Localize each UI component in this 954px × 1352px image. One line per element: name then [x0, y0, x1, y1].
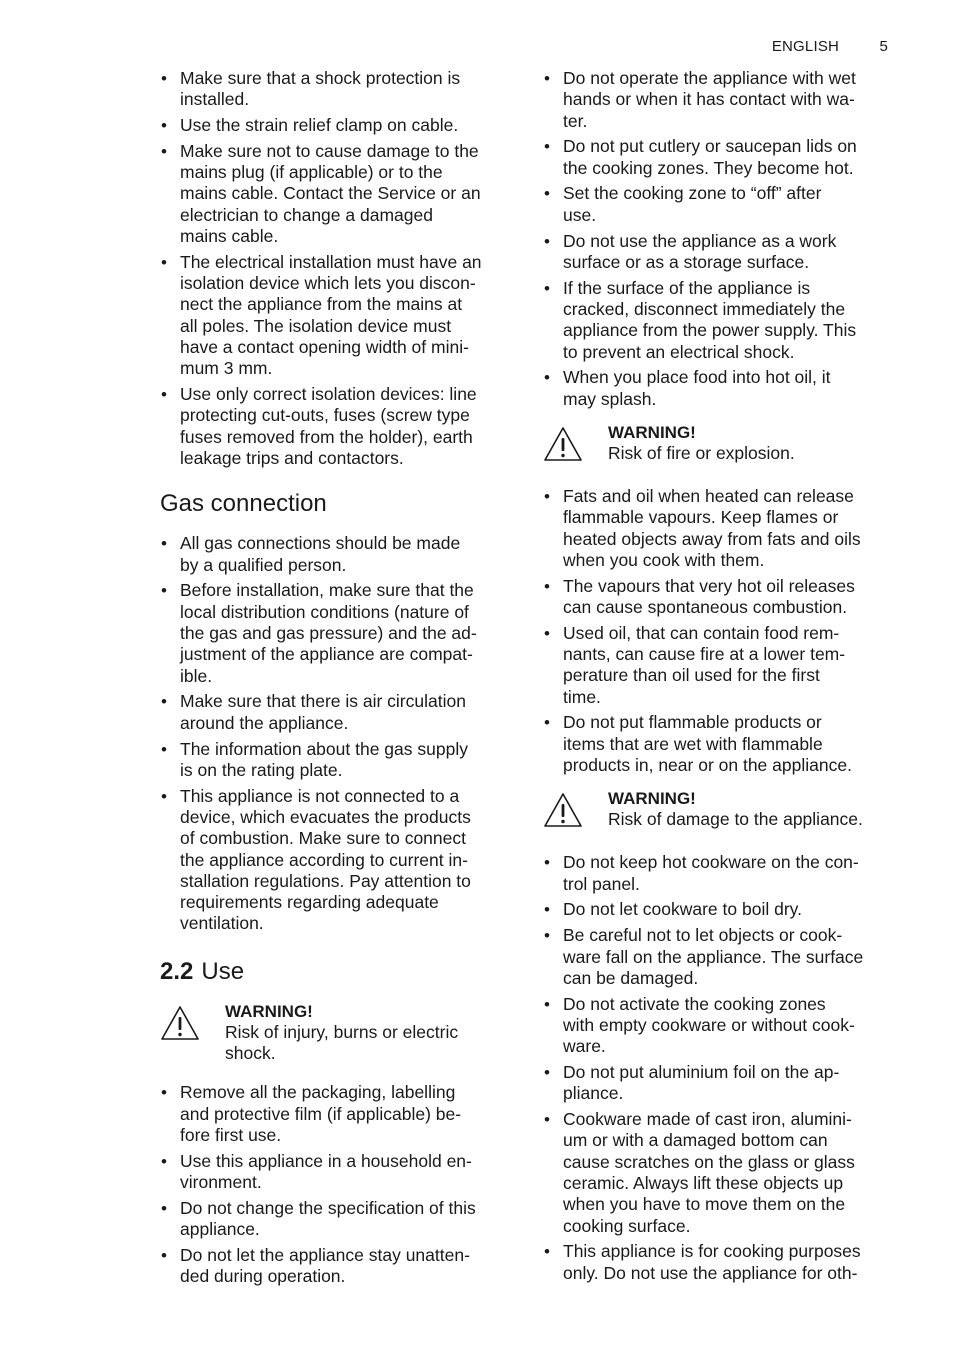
warning-triangle-icon: [160, 1005, 200, 1041]
page-number: 5: [879, 38, 888, 55]
warning-title: WARNING!: [608, 789, 696, 809]
list-item: • Make sure that there is air circulation around the appliance.: [160, 691, 512, 734]
general-use-list: [543, 68, 895, 410]
list-item: • The vapours that very hot oil releases can cause spontaneous combustion.: [543, 576, 895, 619]
list-item: • If the surface of the appliance is cracked, disconnect immediately the appliance from the power supply. This to prevent an electrical shock.: [543, 278, 895, 363]
oil-safety-list: [543, 486, 895, 776]
list-item: • Do not put flammable products or items that are wet with flammable products in, near or on the appliance.: [543, 712, 895, 776]
list-item: • When you place food into hot oil, it may splash.: [543, 367, 895, 410]
list-item: • Used oil, that can contain food rem- nants, can cause fire at a lower tem- perature than oil used for the first time.: [543, 623, 895, 708]
warning-text: Risk of damage to the appliance.: [608, 809, 863, 830]
list-item: • This appliance is for cooking purposes only. Do not use the appliance for oth-: [543, 1241, 895, 1284]
list-item: • Do not change the specification of this appliance.: [160, 1198, 512, 1241]
list-item: • Do not keep hot cookware on the con- trol panel.: [543, 852, 895, 895]
list-item: • Be careful not to let objects or cook- ware fall on the appliance. The surface can be damaged.: [543, 925, 895, 989]
warning-title: WARNING!: [225, 1001, 313, 1021]
list-item: • All gas connections should be made by a qualified person.: [160, 533, 512, 576]
use-section-heading: [160, 957, 512, 987]
electrical-safety-list: [160, 68, 512, 469]
warning-fire-block: [543, 422, 895, 468]
warning-text: Risk of injury, burns or electric shock.: [225, 1021, 459, 1063]
list-item: • The electrical installation must have an isolation device which lets you discon- nect the appliance from the mains at all poles. The isolation device must have a contact opening width of mini- mum 3 mm.: [160, 252, 512, 380]
list-item: • This appliance is not connected to a device, which evacuates the products of combustion. Make sure to connect the appliance according to current in- stallation regulations. Pay attention to requirements regarding adequate ventilation.: [160, 786, 512, 935]
list-item: • Do not use the appliance as a work surface or as a storage surface.: [543, 231, 895, 274]
gas-connection-heading: Gas connection: [160, 490, 327, 518]
right-column: [543, 68, 895, 1288]
section-title: Use: [201, 957, 245, 985]
list-item: • The information about the gas supply is on the rating plate.: [160, 739, 512, 782]
warning-triangle-icon: [543, 792, 583, 828]
list-item: • Do not activate the cooking zones with empty cookware or without cook- ware.: [543, 994, 895, 1058]
list-item: • Set the cooking zone to “off” after use.: [543, 183, 895, 226]
cookware-list: [543, 852, 895, 1284]
list-item: • Fats and oil when heated can release flammable vapours. Keep flames or heated objects away from fats and oils when you cook with them.: [543, 486, 895, 571]
list-item: • Before installation, make sure that the local distribution conditions (nature of the gas and gas pressure) and the ad- justment of the appliance are compat- ible.: [160, 580, 512, 686]
warning-damage-block: [543, 788, 895, 834]
list-item: • Make sure not to cause damage to the mains plug (if applicable) or to the mains cable. Contact the Service or an electrician to change a damaged mains cable.: [160, 141, 512, 247]
header-language: ENGLISH: [771, 38, 840, 55]
list-item: • Do not let the appliance stay unatten- ded during operation.: [160, 1245, 512, 1288]
list-item: • Use the strain relief clamp on cable.: [160, 115, 512, 136]
use-list: [160, 1082, 512, 1287]
warning-injury-block: [160, 1001, 512, 1065]
gas-connection-list: [160, 533, 512, 934]
list-item: • Do not operate the appliance with wet hands or when it has contact with wa- ter.: [543, 68, 895, 132]
section-number: 2.2: [160, 957, 194, 985]
list-item: • Cookware made of cast iron, alumini- um or with a damaged bottom can cause scratches on the glass or glass ceramic. Always lift these objects up when you have to move them on the cooking surface.: [543, 1109, 895, 1237]
list-item: • Remove all the packaging, labelling and protective film (if applicable) be- fore first use.: [160, 1082, 512, 1146]
left-column: [160, 68, 512, 1292]
list-item: • Use this appliance in a household en- vironment.: [160, 1151, 512, 1194]
warning-title: WARNING!: [608, 422, 696, 442]
list-item: • Do not let cookware to boil dry.: [543, 899, 895, 920]
list-item: • Make sure that a shock protection is installed.: [160, 68, 512, 111]
warning-text: Risk of fire or explosion.: [608, 442, 795, 463]
list-item: • Do not put cutlery or saucepan lids on the cooking zones. They become hot.: [543, 136, 895, 179]
warning-triangle-icon: [543, 426, 583, 462]
list-item: • Use only correct isolation devices: line protecting cut-outs, fuses (screw type fuses removed from the holder), earth leakage trips and contactors.: [160, 384, 512, 469]
list-item: • Do not put aluminium foil on the ap- pliance.: [543, 1062, 895, 1105]
page-header: [736, 38, 888, 55]
